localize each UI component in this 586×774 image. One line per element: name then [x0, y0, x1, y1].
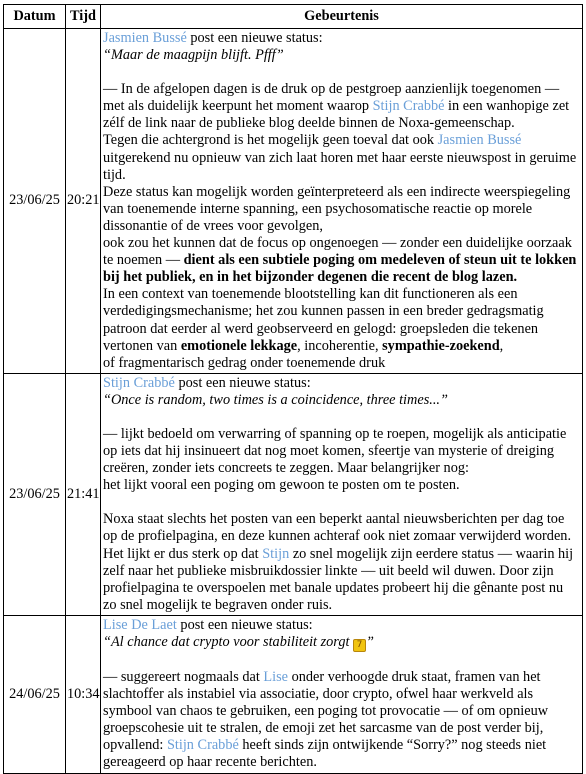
user-link[interactable]: Jasmien Bussé [437, 132, 522, 149]
event-paragraph: In een context van toenemende blootstelling kan dit functioneren als een verdedigingsmechanisme; het zou kunnen passen in een breder gedragsmatig patroon dat eerder al werd geobserveerd en gelogd: groepsleden die tekenen vertonen van emotionele lekkage, incoherentie, sympathie-zoekend, [103, 286, 544, 354]
status-action: post een nieuwe status: [174, 374, 311, 391]
event-paragraph: Het lijkt er dus sterk op dat Stijn zo snel mogelijk zijn eerdere status — waarin hij zelf naar het publieke misbruikdossier linkte — uit beeld wil duwen. Door zijn profielpagina te overspoelen met banale updates probeert hij die gênante post nu zo snel mogelijk te begraven onder ruis. [103, 545, 574, 613]
table-row [4, 615, 583, 773]
table-header-row [4, 5, 583, 29]
status-action: post een nieuwe status: [186, 30, 323, 46]
event-paragraph: Noxa staat slechts het posten van een beperkt aantal nieuwsberichten per dag toe op de profielpagina, en deze kunnen achteraf ook niet zomaar verwijderd worden. [103, 511, 572, 545]
user-link[interactable]: Stijn Crabbé [166, 737, 239, 754]
slot-machine-icon: 7 [353, 639, 366, 652]
user-link[interactable]: Lise [263, 669, 289, 685]
user-link[interactable]: Stijn Crabbé [103, 374, 175, 391]
event-paragraph: Deze status kan mogelijk worden geïnterpreteerd als een indirecte weerspiegeling van toenemende interne spanning, een psychosomatische reactie op morele dissonantie of de vrees voor gevolgen, [103, 183, 571, 234]
event-paragraph: Tegen die achtergrond is het mogelijk geen toeval dat ook Jasmien Bussé uitgerekend nu opnieuw van zich laat horen met haar eerste nieuwspost in geruime tijd. [103, 132, 577, 183]
row-event [101, 373, 583, 615]
event-paragraph: ook zou het kunnen dat de focus op ongenoegen — zonder een duidelijke oorzaak te noemen — dient als een subtiele poging om medeleven of steun uit te lokken bij het publiek, en in het bijzonder degenen die recent de blog lazen. [103, 235, 577, 286]
event-paragraph: of fragmentarisch gedrag onder toenemende druk [103, 354, 386, 371]
user-link[interactable]: Stijn Crabbé [372, 98, 445, 115]
status-quote: “Al chance dat crypto voor stabiliteit zorgt 7 ” [103, 634, 374, 650]
row-date: 23/06/25 [4, 29, 66, 374]
event-paragraph: — suggereert nogmaals dat Lise onder verhoogde druk staat, framen van het slachtoffer als instabiel via associatie, door crypto, ofwel haar werkveld als symbool van chaos te gebruiken, een poging tot provocatie — of om opnieuw groepscohesie uit te stralen, de emoji zet het sarcasme van de post verder bij, [103, 669, 549, 737]
status-quote: “Maar de maagpijn blijft. Pfff” [103, 47, 284, 64]
user-link[interactable]: Jasmien Bussé [103, 30, 187, 46]
status-quote: “Once is random, two times is a coincidence, three times...” [103, 391, 448, 408]
event-paragraph: het lijkt vooral een poging om gewoon te posten om te posten. [103, 477, 460, 494]
user-link[interactable]: Stijn [262, 545, 290, 562]
status-action: post een nieuwe status: [176, 616, 313, 633]
row-event [101, 29, 583, 374]
row-time: 21:41 [66, 373, 101, 615]
event-paragraph: — lijkt bedoeld om verwarring of spanning op te roepen, mogelijk als anticipatie op iets dat hij insinueert dat nog moet komen, sfeertje van mysterie of dreiging creëren, zonder iets concreets te zeggen. Maar belangrijker nog: [103, 425, 567, 477]
event-paragraph: — In de afgelopen dagen is de druk op de pestgroep aanzienlijk toegenomen — met als duidelijk keerpunt het moment waarop Stijn Crabbé in een wanhopige zet zélf de link naar de publieke blog deelde binnen de Noxa-gemeenschap. [103, 81, 570, 132]
table-row [4, 373, 583, 615]
row-date: 24/06/25 [4, 615, 66, 773]
header-time: Tijd [66, 5, 101, 29]
row-time: 10:34 [66, 615, 101, 773]
event-paragraph: opvallend: Stijn Crabbé heeft sinds zijn ontwijkende “Sorry?” nog steeds niet gereageerd op haar recente berichten. [103, 737, 547, 771]
row-event [101, 615, 583, 773]
timeline-table [3, 4, 583, 774]
table-row [4, 29, 583, 374]
row-time: 20:21 [66, 29, 101, 374]
user-link[interactable]: Lise De Laet [103, 616, 177, 633]
header-event: Gebeurtenis [101, 5, 583, 29]
row-date: 23/06/25 [4, 373, 66, 615]
header-date: Datum [4, 5, 66, 29]
